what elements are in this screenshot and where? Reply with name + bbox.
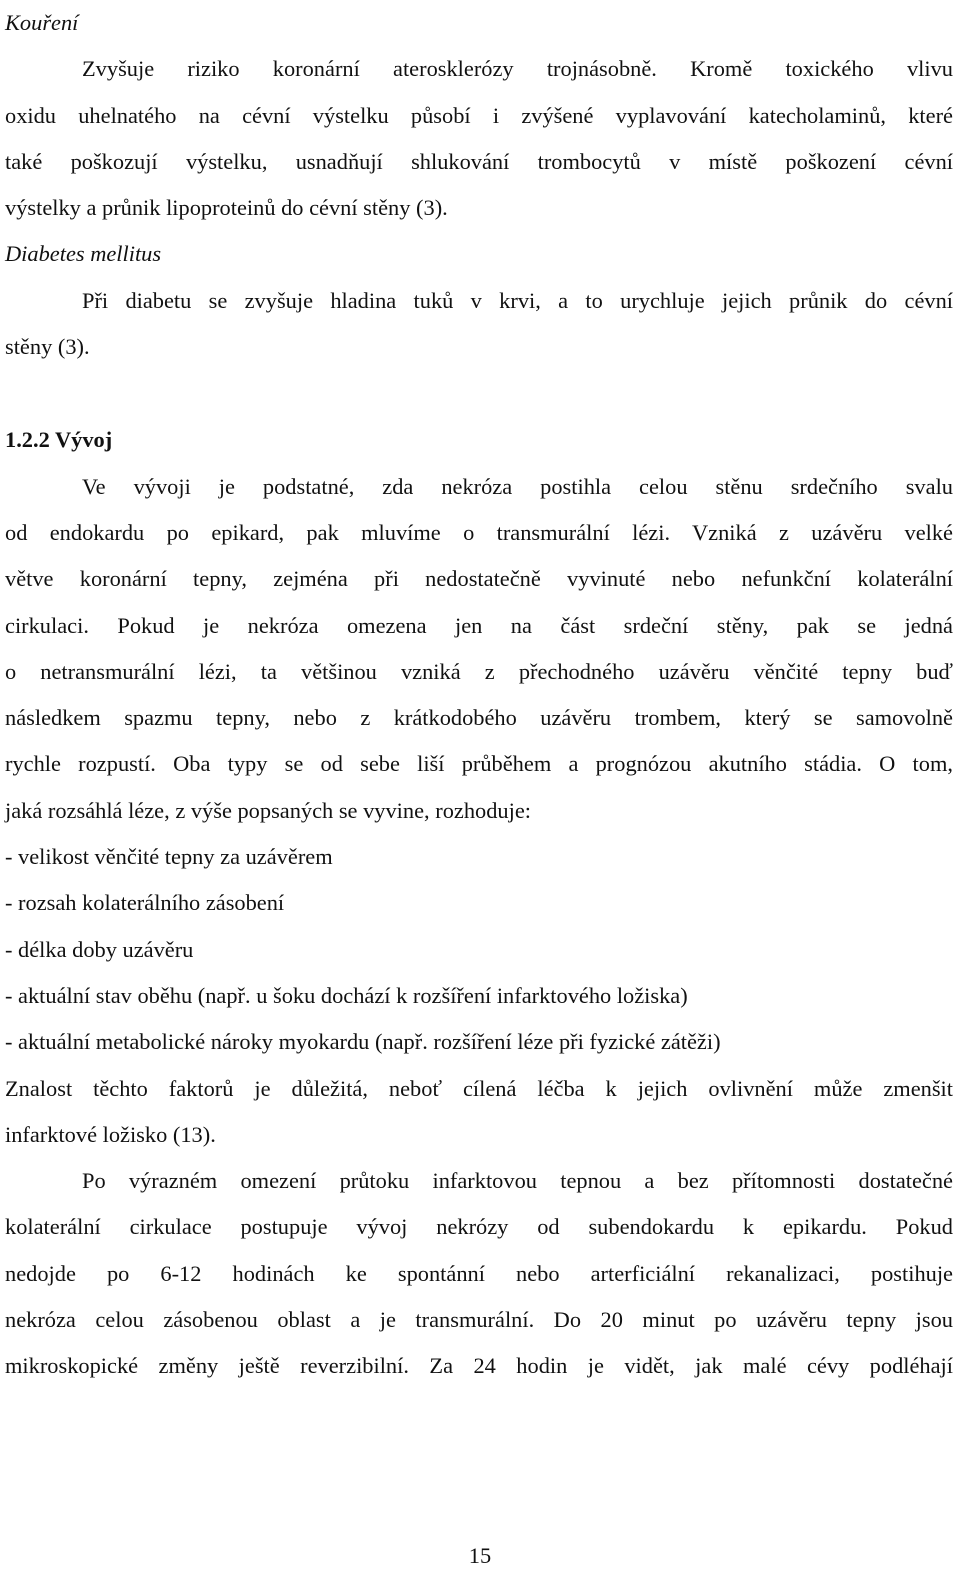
list-item: - aktuální stav oběhu (např. u šoku dochází k rozšíření infarktového ložiska) — [5, 982, 688, 1008]
paragraph-line: nedojde po 6-12 hodinách ke spontánní nebo arterficiální rekanalizaci, postihuje — [5, 1260, 953, 1286]
paragraph-line: výstelky a průnik lipoproteinů do cévní stěny (3). — [5, 195, 448, 221]
paragraph-line: následkem spazmu tepny, nebo z krátkodobého uzávěru trombem, který se samovolně — [5, 705, 953, 731]
list-item: - aktuální metabolické nároky myokardu (např. rozšíření léze při fyzické zátěži) — [5, 1029, 721, 1055]
paragraph-line: infarktové ložisko (13). — [5, 1121, 216, 1147]
paragraph-line: Po výrazném omezení průtoku infarktovou tepnou a bez přítomnosti dostatečné — [82, 1168, 953, 1194]
subheading-koureni: Kouření — [5, 10, 79, 35]
paragraph-line: Znalost těchto faktorů je důležitá, neboť cílená léčba k jejich ovlivnění může zmenšit — [5, 1075, 953, 1101]
section-heading-vyvoj: 1.2.2 Vývoj — [5, 427, 113, 453]
paragraph-line: Ve vývoji je podstatné, zda nekróza postihla celou stěnu srdečního svalu — [82, 473, 953, 499]
paragraph-line: větve koronární tepny, zejména při nedostatečně vyvinuté nebo nefunkční kolaterální — [5, 566, 953, 592]
section-gap — [5, 370, 953, 417]
paragraph-line: rychle rozpustí. Oba typy se od sebe liší průběhem a prognózou akutního stádia. O tom, — [5, 751, 953, 777]
list-item: - délka doby uzávěru — [5, 936, 194, 962]
page-number: 15 — [468, 1543, 492, 1568]
paragraph-line: také poškozují výstelku, usnadňují shlukování trombocytů v místě poškození cévní — [5, 148, 953, 174]
subheading-diabetes: Diabetes mellitus — [5, 241, 162, 267]
page-content — [5, 0, 953, 1390]
paragraph-line: o netransmurální lézi, ta většinou vzniká z přechodného uzávěru věnčité tepny buď — [5, 658, 953, 684]
paragraph-line: Zvyšuje riziko koronární aterosklerózy trojnásobně. Kromě toxického vlivu — [82, 56, 953, 82]
paragraph-line: stěny (3). — [5, 334, 90, 360]
paragraph-line: od endokardu po epikard, pak mluvíme o transmurální lézi. Vzniká z uzávěru velké — [5, 519, 953, 545]
paragraph-line: nekróza celou zásobenou oblast a je transmurální. Do 20 minut po uzávěru tepny jsou — [5, 1307, 953, 1333]
list-item: - rozsah kolaterálního zásobení — [5, 890, 285, 916]
paragraph-line: cirkulaci. Pokud je nekróza omezena jen na část srdeční stěny, pak se jedná — [5, 612, 953, 638]
paragraph-line: mikroskopické změny ještě reverzibilní. Za 24 hodin je vidět, jak malé cévy podléhají — [5, 1353, 953, 1379]
list-item: - velikost věnčité tepny za uzávěrem — [5, 844, 333, 870]
paragraph-line: kolaterální cirkulace postupuje vývoj nekrózy od subendokardu k epikardu. Pokud — [5, 1214, 953, 1240]
paragraph-line: oxidu uhelnatého na cévní výstelku působí i zvýšené vyplavování katecholaminů, které — [5, 102, 953, 128]
paragraph-line: jaká rozsáhlá léze, z výše popsaných se vyvine, rozhoduje: — [5, 797, 531, 823]
paragraph-line: Při diabetu se zvyšuje hladina tuků v krvi, a to urychluje jejich průnik do cévní — [82, 287, 953, 313]
